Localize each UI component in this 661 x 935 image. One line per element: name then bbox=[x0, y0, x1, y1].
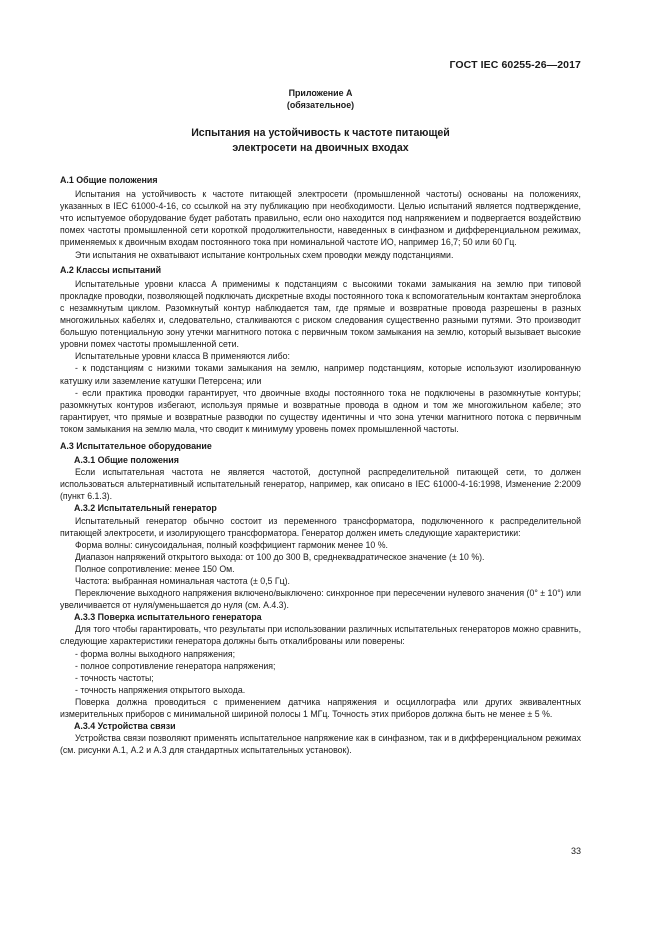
section-a33-heading: А.3.3 Поверка испытательного генератора bbox=[74, 612, 262, 623]
section-a1-heading: А.1 Общие положения bbox=[60, 175, 158, 185]
section-a31-paragraph-1: Если испытательная частота не является частотой, доступной распределительной питающей сети, то должен использоваться альтернативный испытательный генератор, например, как описано в IEC 61000-4-16:1998, Изменение 2:2009 (пункт 6.1.3). bbox=[60, 467, 581, 502]
section-a33-paragraph-2: Поверка должна проводиться с применением датчика напряжения и осциллографа или других эквивалентных измерительных приборов с минимальной шириной полосы 1 МГц. Точность этих приборов должна быть не менее ± 5 %. bbox=[60, 696, 581, 720]
annex-kind: (обязательное) bbox=[286, 100, 355, 110]
section-a2-bullet-2: - если практика проводки гарантирует, что двоичные входы постоянного тока не подключены в разомкнутые контуры; разомкнутых контуров избегают, используя прямые и возвратные провода в одном и том же многожильном кабеле; это гарантирует, что прямые и возвратные разводки по существу идентичны и что зона утечки магнитного потока с первичным током замыкания на землю мала, что сводит к минимуму уровень помех промышленной частоты. bbox=[60, 387, 581, 434]
standard-code: ГОСТ IEC 60255-26—2017 bbox=[449, 59, 581, 71]
annex-title: Приложение А bbox=[288, 88, 353, 98]
section-a33-bullet-2: - полное сопротивление генератора напряжения; bbox=[75, 660, 276, 671]
section-a33-paragraph-1: Для того чтобы гарантировать, что результаты при использовании различных испытательных генераторов можно сравнить, следующие характеристики генератора должны быть откалиброваны или поверены: bbox=[60, 624, 581, 647]
section-a33-bullet-3: - точность частоты; bbox=[75, 672, 154, 683]
section-a33-bullet-1: - форма волны выходного напряжения; bbox=[75, 648, 236, 659]
section-a32-line-3: Полное сопротивление: менее 150 Ом. bbox=[75, 563, 235, 574]
section-a3-heading: А.3 Испытательное оборудование bbox=[60, 440, 212, 451]
section-a32-line-1: Форма волны: синусоидальная, полный коэффициент гармоник менее 10 %. bbox=[75, 539, 388, 550]
section-a2-heading: А.2 Классы испытаний bbox=[60, 264, 162, 275]
section-a31-heading: А.3.1 Общие положения bbox=[74, 455, 179, 466]
section-a32-paragraph-1: Испытательный генератор обычно состоит из переменного трансформатора, подключенного к распределительной питающей электросети, и изолирующего трансформатора. Генератор должен иметь следующие характеристики: bbox=[60, 515, 581, 538]
annex-main-title bbox=[60, 126, 581, 155]
section-a2-paragraph-1: Испытательные уровни класса А применимы к подстанциям с высокими токами замыкания на землю при типовой прокладке проводки, позволяющей подключать дискретные входы постоянного тока к вспомогательным контактам энергоблока с незамкнутым циклом. Разомкнутый контур наблюдается там, где прямые и возвратные провода разрешены в разных многожильных кабелях и, следовательно, сталкиваются с риском следования существенно разными путями. Это производит большую потенциальную зону утечки магнитного потока с первичным током замыкания на землю, который вызывает высокие уровни помех частоты промышленной сети. bbox=[60, 278, 581, 350]
section-a1-paragraph-2: Эти испытания не охватывают испытание контрольных схем проводки между подстанциями. bbox=[75, 249, 454, 260]
section-a32-heading: А.3.2 Испытательный генератор bbox=[74, 503, 217, 514]
section-a2-bullet-1: - к подстанциям с низкими токами замыкания на землю, например подстанциям, которые используют изолированную катушку или заземление катушки Петерсена; или bbox=[60, 363, 581, 386]
page-number: 33 bbox=[570, 846, 581, 856]
section-a32-line-2: Диапазон напряжений открытого выхода: от 100 до 300 В, среднеквадратическое значение (± 10 %). bbox=[75, 551, 485, 562]
section-a32-line-4: Частота: выбранная номинальная частота (± 0,5 Гц). bbox=[75, 576, 290, 586]
page-content bbox=[60, 87, 581, 756]
section-a2-paragraph-2: Испытательные уровни класса В применяются либо: bbox=[75, 351, 290, 362]
section-a34-heading: А.3.4 Устройства связи bbox=[74, 721, 176, 732]
section-a32-line-5: Переключение выходного напряжения включено/выключено: синхронное при пересечении нулевого значения (0° ± 10°) или увеличивается от нуля/уменьшается до нуля (см. А.4.3). bbox=[60, 588, 581, 611]
section-a33-bullet-4: - точность напряжения открытого выхода. bbox=[75, 684, 246, 695]
section-a34-paragraph-1: Устройства связи позволяют применять испытательное напряжение как в синфазном, так и в дифференциальном режимах (см. рисунки А.1, А.2 и А.3 для стандартных испытательных установок). bbox=[60, 733, 581, 756]
main-title-line-2: электросети на двоичных входах bbox=[232, 141, 409, 154]
main-title-line-1: Испытания на устойчивость к частоте питающей bbox=[191, 127, 450, 139]
section-a1-paragraph-1: Испытания на устойчивость к частоте питающей электросети (промышленной частоты) основаны на положениях, указанных в IEC 61000-4-16, со ссылкой на эту публикацию при необходимости. Целью испытаний является подтверждение, что испытуемое оборудование будет работать правильно, если оно находится под напряжением и подвергается воздействию помех частоты промышленной сети короткой продолжительности, наведенных в синфазном и дифференциальном режимах, применяемых к двоичным входам постоянного тока при номинальной частоте ИО, например 16,7; 50 или 60 Гц. bbox=[60, 189, 581, 248]
